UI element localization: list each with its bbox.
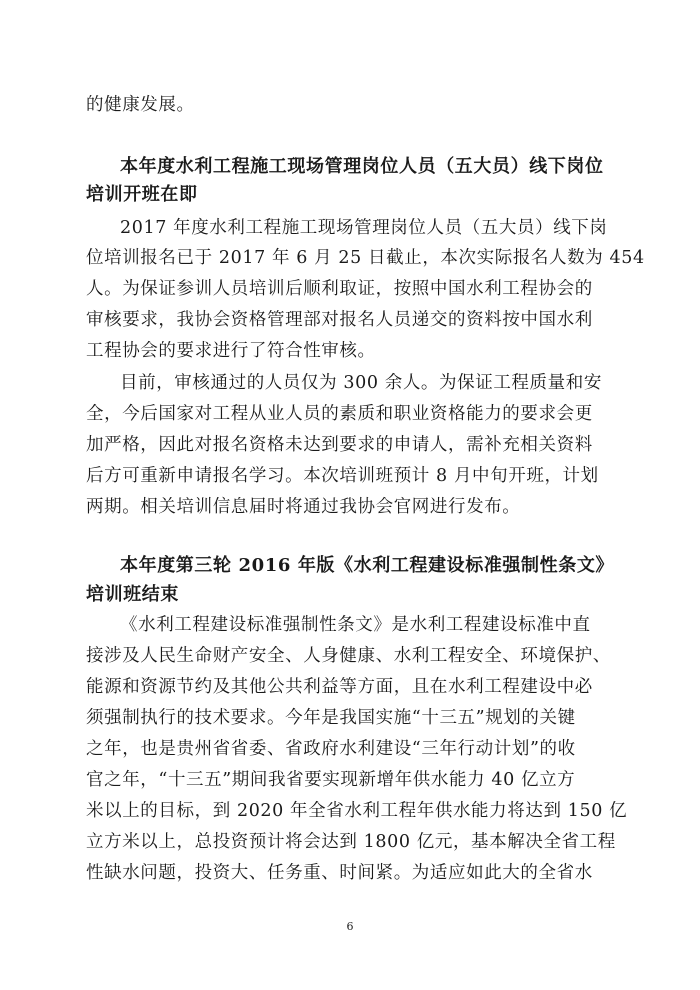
section-2-para-1-line-2: 接涉及人民生命财产安全、人身健康、水利工程安全、环境保护、 bbox=[86, 646, 611, 666]
section-1-para-2-line-3: 加严格，因此对报名资格未达到要求的申请人，需补充相关资料 bbox=[86, 435, 593, 455]
section-2-para-1-line-3: 能源和资源节约及其他公共利益等方面，且在水利工程建设中必 bbox=[86, 677, 593, 697]
section-1-para-1-line-2: 位培训报名已于 2017 年 6 月 25 日截止，本次实际报名人数为 454 bbox=[86, 248, 645, 268]
section-2-heading-line-2: 培训班结束 bbox=[86, 584, 179, 605]
section-2-para-1-line-9: 性缺水问题，投资大、任务重、时间紧。为适应如此大的全省水 bbox=[86, 863, 593, 883]
section-1-para-2-line-5: 两期。相关培训信息届时将通过我协会官网进行发布。 bbox=[86, 497, 521, 517]
section-2-para-1-line-4: 须强制执行的技术要求。今年是我国实施“十三五”规划的关键 bbox=[86, 708, 576, 728]
section-1-para-2-line-1: 目前，审核通过的人员仅为 300 余人。为保证工程质量和安 bbox=[120, 373, 602, 393]
section-1-para-1-line-5: 工程协会的要求进行了符合性审核。 bbox=[86, 341, 376, 361]
section-1-heading-line-2: 培训开班在即 bbox=[86, 184, 198, 205]
section-2-para-1-line-1: 《水利工程建设标准强制性条文》是水利工程建设标准中直 bbox=[120, 615, 591, 635]
section-2-heading-line-1: 本年度第三轮 2016 年版《水利工程建设标准强制性条文》 bbox=[120, 555, 615, 576]
page-number: 6 bbox=[346, 920, 354, 933]
section-2-para-1-line-5: 之年，也是贵州省省委、省政府水利建设“三年行动计划”的收 bbox=[86, 739, 576, 759]
section-2-para-1-line-6: 官之年，“十三五”期间我省要实现新增年供水能力 40 亿立方 bbox=[86, 770, 576, 790]
section-1-para-1-line-1: 2017 年度水利工程施工现场管理岗位人员（五大员）线下岗 bbox=[120, 218, 608, 238]
section-1-heading-line-1: 本年度水利工程施工现场管理岗位人员（五大员）线下岗位 bbox=[120, 156, 604, 177]
section-1-para-2-line-2: 全，今后国家对工程从业人员的素质和职业资格能力的要求会更 bbox=[86, 404, 593, 424]
section-1-para-2-line-4: 后方可重新申请报名学习。本次培训班预计 8 月中旬开班，计划 bbox=[86, 466, 599, 486]
section-2-para-1-line-7: 米以上的目标，到 2020 年全省水利工程年供水能力将达到 150 亿 bbox=[86, 801, 628, 821]
intro-tail-text: 的健康发展。 bbox=[86, 95, 195, 115]
section-2-para-1-line-8: 立方米以上，总投资预计将会达到 1800 亿元，基本解决全省工程 bbox=[86, 832, 616, 852]
section-1-para-1-line-4: 审核要求，我协会资格管理部对报名人员递交的资料按中国水利 bbox=[86, 310, 593, 330]
section-1-para-1-line-3: 人。为保证参训人员培训后顺利取证，按照中国水利工程协会的 bbox=[86, 279, 593, 299]
